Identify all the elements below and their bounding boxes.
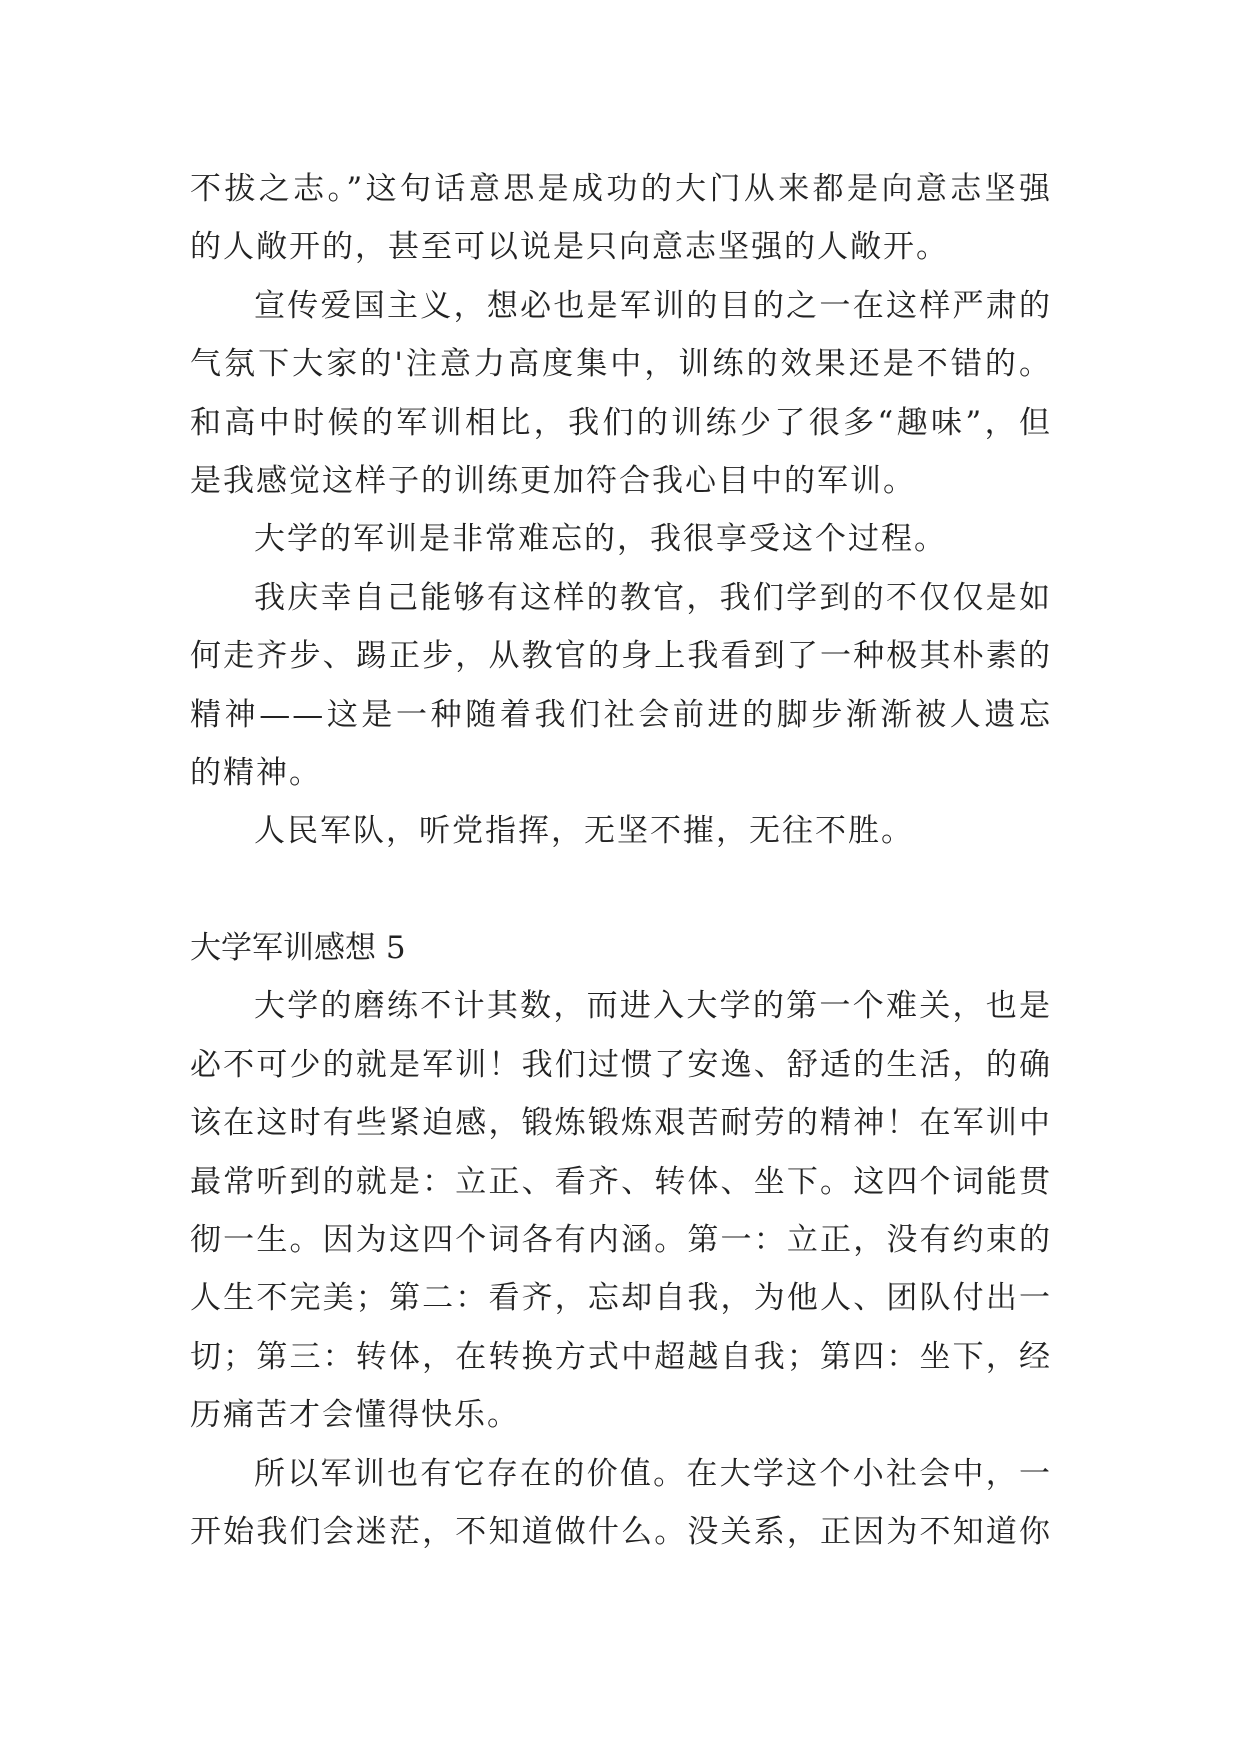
paragraph-4 bbox=[190, 569, 1052, 803]
text-line: 彻一生。因为这四个词各有内涵。第一：立正，没有约束的 bbox=[190, 1222, 1052, 1259]
text-line: 和高中时候的军训相比，我们的训练少了很多“趣味”，但 bbox=[190, 404, 1052, 441]
text-line: 该在这时有些紧迫感，锻炼锻炼艰苦耐劳的精神！在军训中 bbox=[190, 1105, 1052, 1142]
text-line: 气氛下大家的'注意力高度集中，训练的效果还是不错的。 bbox=[190, 346, 1052, 383]
text-line: 大学的军训是非常难忘的，我很享受这个过程。 bbox=[254, 521, 947, 558]
text-line: 人生不完美；第二：看齐，忘却自我，为他人、团队付出一 bbox=[190, 1280, 1052, 1317]
text-line: 切；第三：转体，在转换方式中超越自我；第四：坐下，经 bbox=[190, 1338, 1052, 1375]
text-line: 何走齐步、踢正步，从教官的身上我看到了一种极其朴素的 bbox=[190, 638, 1052, 675]
text-line: 的精神。 bbox=[190, 754, 322, 791]
section-heading: 大学军训感想 5 bbox=[190, 930, 406, 967]
paragraph-2 bbox=[190, 277, 1052, 511]
paragraph-7 bbox=[190, 1445, 1052, 1562]
text-line: 精神——这是一种随着我们社会前进的脚步渐渐被人遗忘 bbox=[190, 696, 1052, 733]
text-line: 宣传爱国主义，想必也是军训的目的之一在这样严肃的 bbox=[254, 287, 1052, 324]
text-line: 开始我们会迷茫，不知道做什么。没关系，正因为不知道你 bbox=[190, 1513, 1052, 1550]
text-line: 历痛苦才会懂得快乐。 bbox=[190, 1397, 520, 1434]
text-line: 是我感觉这样子的训练更加符合我心目中的军训。 bbox=[190, 462, 916, 499]
text-line: 大学的磨练不计其数，而进入大学的第一个难关，也是 bbox=[254, 988, 1052, 1025]
text-line: 人民军队，听党指挥，无坚不摧，无往不胜。 bbox=[254, 813, 914, 850]
text-line: 的人敞开的，甚至可以说是只向意志坚强的人敞开。 bbox=[190, 229, 949, 266]
text-line: 不拔之志。”这句话意思是成功的大门从来都是向意志坚强 bbox=[190, 171, 1052, 207]
paragraph-5 bbox=[190, 802, 1052, 860]
text-line: 我庆幸自己能够有这样的教官，我们学到的不仅仅是如 bbox=[254, 579, 1052, 616]
text-line: 必不可少的就是军训！我们过惯了安逸、舒适的生活，的确 bbox=[190, 1046, 1052, 1083]
paragraph-3 bbox=[190, 510, 1052, 568]
text-line: 最常听到的就是：立正、看齐、转体、坐下。这四个词能贯 bbox=[190, 1163, 1052, 1200]
document-body bbox=[190, 160, 1052, 1561]
blank-line bbox=[190, 861, 1052, 919]
text-line: 所以军训也有它存在的价值。在大学这个小社会中，一 bbox=[254, 1455, 1052, 1492]
paragraph-6 bbox=[190, 977, 1052, 1444]
paragraph-1 bbox=[190, 160, 1052, 277]
